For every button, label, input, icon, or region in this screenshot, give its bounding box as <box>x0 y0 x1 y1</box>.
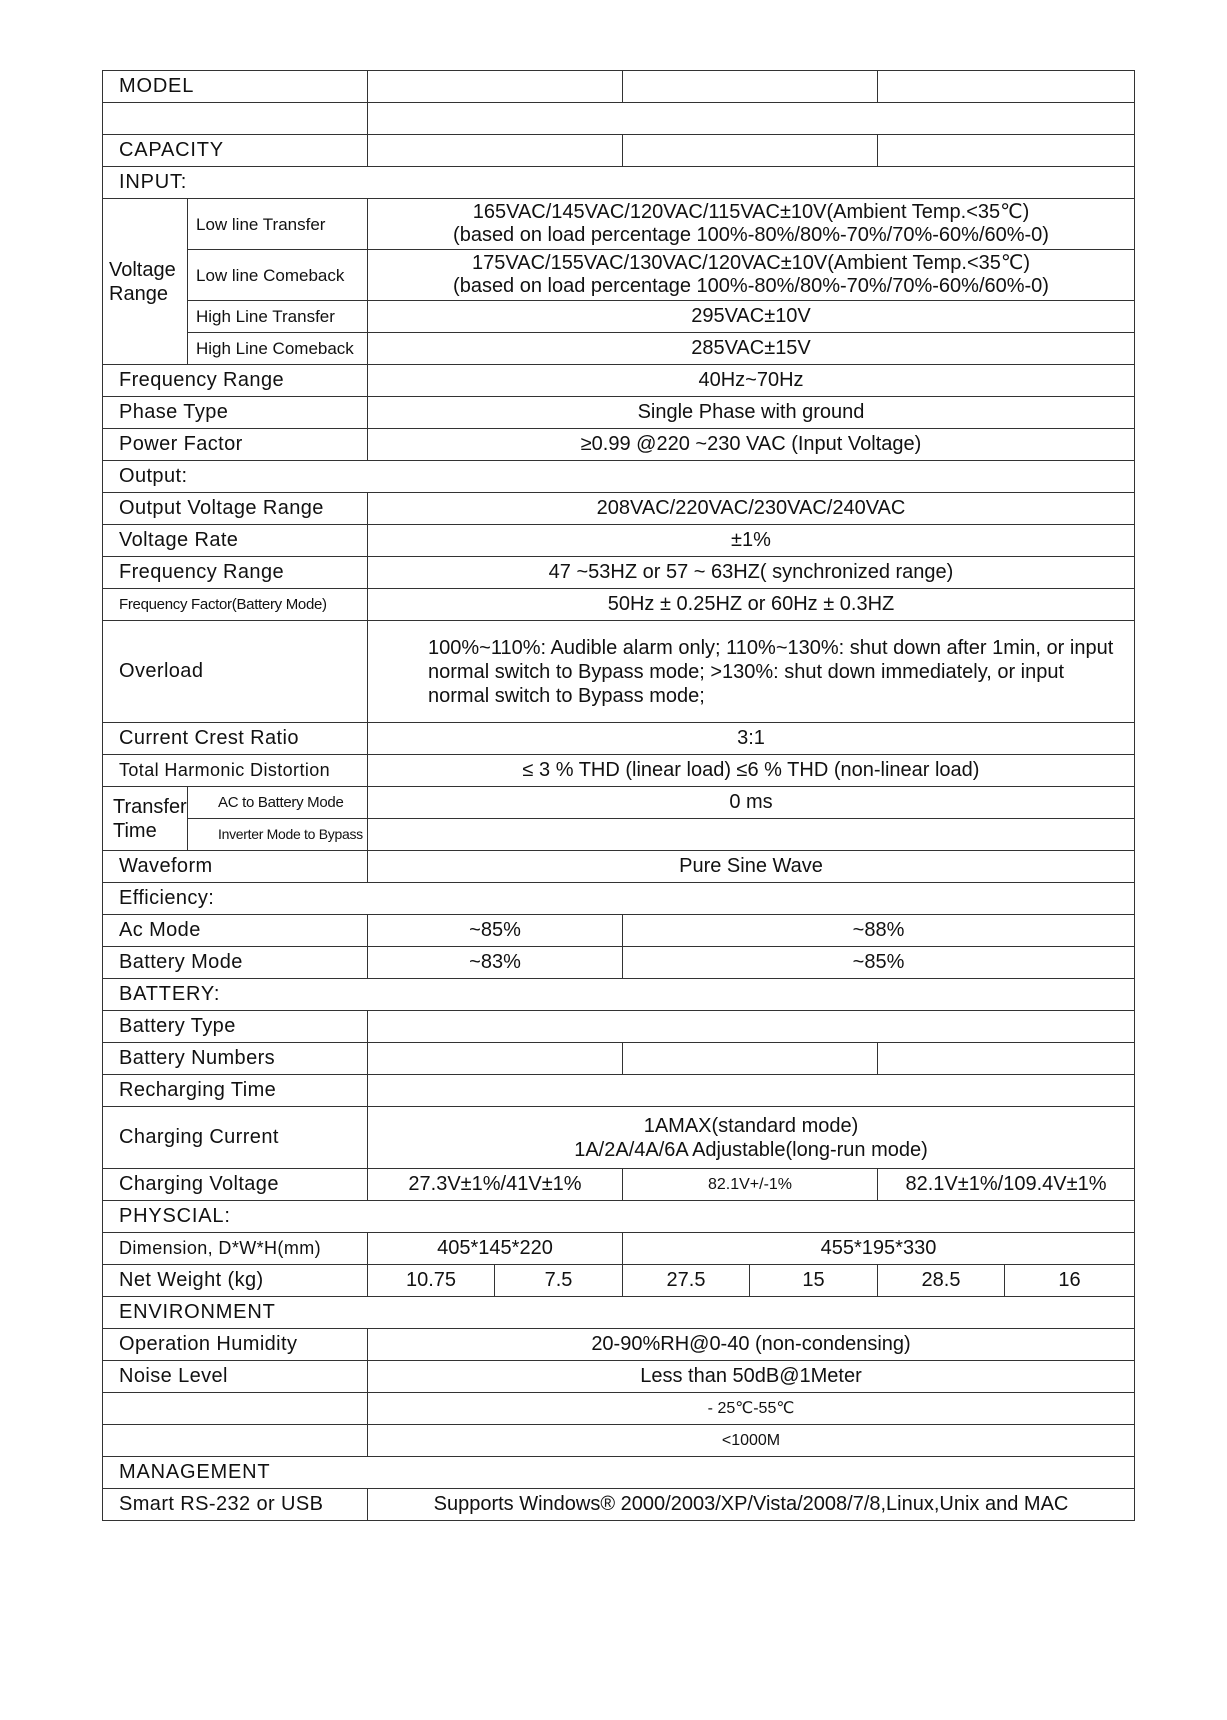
label-inverter-to-bypass: Inverter Mode to Bypass <box>188 819 368 851</box>
label-thd: Total Harmonic Distortion <box>103 755 368 787</box>
label-high-line-comeback: High Line Comeback <box>188 333 368 365</box>
label-voltage-range: Voltage Range <box>103 199 188 365</box>
label-net-weight: Net Weight (kg) <box>103 1265 368 1297</box>
row-waveform <box>103 851 1135 883</box>
value-waveform: Pure Sine Wave <box>368 851 1135 883</box>
section-input: INPUT: <box>103 167 1135 199</box>
value-net-weight-5: 28.5 <box>878 1265 1005 1297</box>
row-recharging-time <box>103 1075 1135 1107</box>
row-physical-header <box>103 1201 1135 1233</box>
value-charging-voltage-2: 82.1V+/-1% <box>623 1169 878 1201</box>
label-recharging-time: Recharging Time <box>103 1075 368 1107</box>
value-battery-type <box>368 1011 1135 1043</box>
capacity-cell-2 <box>623 135 878 167</box>
blank-label <box>103 103 368 135</box>
row-smart-rs232 <box>103 1489 1135 1521</box>
label-low-line-comeback: Low line Comeback <box>188 250 368 301</box>
row-altitude <box>103 1425 1135 1457</box>
low-line-comeback-line-1: 175VAC/155VAC/130VAC/120VAC±10V(Ambient Temp.<35℃) <box>472 252 1030 274</box>
row-ac-mode <box>103 915 1135 947</box>
value-battery-numbers-1 <box>368 1043 623 1075</box>
value-thd: ≤ 3 % THD (linear load) ≤6 % THD (non-linear load) <box>368 755 1135 787</box>
row-battery-numbers <box>103 1043 1135 1075</box>
value-battery-mode-1: ~83% <box>368 947 623 979</box>
label-operation-humidity: Operation Humidity <box>103 1329 368 1361</box>
spec-table <box>102 70 1135 1521</box>
row-input-header <box>103 167 1135 199</box>
value-charging-voltage-3: 82.1V±1%/109.4V±1% <box>878 1169 1135 1201</box>
label-frequency-factor: Frequency Factor(Battery Mode) <box>103 589 368 621</box>
label-temperature <box>103 1393 368 1425</box>
section-battery: BATTERY: <box>103 979 1135 1011</box>
row-dimension <box>103 1233 1135 1265</box>
value-recharging-time <box>368 1075 1135 1107</box>
value-battery-numbers-3 <box>878 1043 1135 1075</box>
value-charging-current <box>368 1107 1135 1169</box>
value-net-weight-2: 7.5 <box>495 1265 623 1297</box>
row-inverter-to-bypass <box>103 819 1135 851</box>
label-ac-mode: Ac Mode <box>103 915 368 947</box>
row-model <box>103 71 1135 103</box>
value-frequency-factor: 50Hz ± 0.25HZ or 60Hz ± 0.3HZ <box>368 589 1135 621</box>
row-operation-humidity <box>103 1329 1135 1361</box>
label-smart-rs232: Smart RS-232 or USB <box>103 1489 368 1521</box>
row-battery-type <box>103 1011 1135 1043</box>
value-noise-level: Less than 50dB@1Meter <box>368 1361 1135 1393</box>
row-low-line-transfer <box>103 199 1135 250</box>
capacity-cell-1 <box>368 135 623 167</box>
row-ac-to-battery <box>103 787 1135 819</box>
value-altitude: <1000M <box>368 1425 1135 1457</box>
row-charging-current <box>103 1107 1135 1169</box>
label-high-line-transfer: High Line Transfer <box>188 301 368 333</box>
capacity-cell-3 <box>878 135 1135 167</box>
label-battery-type: Battery Type <box>103 1011 368 1043</box>
label-dimension: Dimension, D*W*H(mm) <box>103 1233 368 1265</box>
value-battery-mode-2: ~85% <box>623 947 1135 979</box>
value-current-crest-ratio: 3:1 <box>368 723 1135 755</box>
label-noise-level: Noise Level <box>103 1361 368 1393</box>
row-current-crest-ratio <box>103 723 1135 755</box>
row-capacity <box>103 135 1135 167</box>
value-phase-type: Single Phase with ground <box>368 397 1135 429</box>
low-line-comeback-line-2: (based on load percentage 100%-80%/80%-70%/70%-60%/60%-0) <box>453 275 1049 297</box>
model-cell-3 <box>878 71 1135 103</box>
section-management: MANAGEMENT <box>103 1457 1135 1489</box>
row-voltage-rate <box>103 525 1135 557</box>
low-line-transfer-line-2: (based on load percentage 100%-80%/80%-70%/70%-60%/60%-0) <box>453 224 1049 246</box>
label-power-factor: Power Factor <box>103 429 368 461</box>
label-frequency-range-in: Frequency Range <box>103 365 368 397</box>
value-dimension-1: 405*145*220 <box>368 1233 623 1265</box>
row-frequency-range-out <box>103 557 1135 589</box>
section-efficiency: Efficiency: <box>103 883 1135 915</box>
value-frequency-range-in: 40Hz~70Hz <box>368 365 1135 397</box>
label-output-voltage-range: Output Voltage Range <box>103 493 368 525</box>
row-phase-type <box>103 397 1135 429</box>
section-physical: PHYSCIAL: <box>103 1201 1135 1233</box>
label-voltage-rate: Voltage Rate <box>103 525 368 557</box>
value-inverter-to-bypass <box>368 819 1135 851</box>
row-low-line-comeback <box>103 250 1135 301</box>
value-low-line-comeback <box>368 250 1135 301</box>
label-current-crest-ratio: Current Crest Ratio <box>103 723 368 755</box>
row-battery-header <box>103 979 1135 1011</box>
value-ac-to-battery: 0 ms <box>368 787 1135 819</box>
value-net-weight-1: 10.75 <box>368 1265 495 1297</box>
row-temperature <box>103 1393 1135 1425</box>
value-power-factor: ≥0.99 @220 ~230 VAC (Input Voltage) <box>368 429 1135 461</box>
value-ac-mode-2: ~88% <box>623 915 1135 947</box>
label-battery-numbers: Battery Numbers <box>103 1043 368 1075</box>
value-net-weight-4: 15 <box>750 1265 878 1297</box>
value-temperature: - 25℃-55℃ <box>368 1393 1135 1425</box>
label-altitude <box>103 1425 368 1457</box>
label-transfer-time: Transfer Time <box>103 787 188 851</box>
row-overload <box>103 621 1135 723</box>
label-waveform: Waveform <box>103 851 368 883</box>
value-voltage-rate: ±1% <box>368 525 1135 557</box>
row-frequency-range-in <box>103 365 1135 397</box>
row-charging-voltage <box>103 1169 1135 1201</box>
label-phase-type: Phase Type <box>103 397 368 429</box>
blank-value <box>368 103 1135 135</box>
label-capacity: CAPACITY <box>103 135 368 167</box>
row-noise-level <box>103 1361 1135 1393</box>
row-high-line-transfer <box>103 301 1135 333</box>
value-dimension-2: 455*195*330 <box>623 1233 1135 1265</box>
value-ac-mode-1: ~85% <box>368 915 623 947</box>
label-battery-mode: Battery Mode <box>103 947 368 979</box>
row-output-header <box>103 461 1135 493</box>
value-low-line-transfer <box>368 199 1135 250</box>
model-cell-1 <box>368 71 623 103</box>
section-environment: ENVIRONMENT <box>103 1297 1135 1329</box>
row-battery-mode <box>103 947 1135 979</box>
label-overload: Overload <box>103 621 368 723</box>
value-net-weight-3: 27.5 <box>623 1265 750 1297</box>
row-management-header <box>103 1457 1135 1489</box>
row-net-weight <box>103 1265 1135 1297</box>
label-frequency-range-out: Frequency Range <box>103 557 368 589</box>
value-smart-rs232: Supports Windows® 2000/2003/XP/Vista/2008/7/8,Linux,Unix and MAC <box>368 1489 1135 1521</box>
low-line-transfer-line-1: 165VAC/145VAC/120VAC/115VAC±10V(Ambient Temp.<35℃) <box>472 201 1030 223</box>
row-environment-header <box>103 1297 1135 1329</box>
value-high-line-comeback: 285VAC±15V <box>368 333 1135 365</box>
label-model: MODEL <box>103 71 368 103</box>
row-frequency-factor <box>103 589 1135 621</box>
section-output: Output: <box>103 461 1135 493</box>
label-charging-voltage: Charging Voltage <box>103 1169 368 1201</box>
value-net-weight-6: 16 <box>1005 1265 1135 1297</box>
value-charging-voltage-1: 27.3V±1%/41V±1% <box>368 1169 623 1201</box>
row-thd <box>103 755 1135 787</box>
charging-current-line-1: 1AMAX(standard mode) <box>643 1114 859 1137</box>
model-cell-2 <box>623 71 878 103</box>
row-blank <box>103 103 1135 135</box>
value-high-line-transfer: 295VAC±10V <box>368 301 1135 333</box>
row-power-factor <box>103 429 1135 461</box>
row-output-voltage-range <box>103 493 1135 525</box>
value-overload: 100%~110%: Audible alarm only; 110%~130%: shut down after 1min, or input normal switch to Bypass mode; >130%: shut down immediately, or input normal switch to Bypass mode; <box>368 621 1135 723</box>
value-battery-numbers-2 <box>623 1043 878 1075</box>
row-high-line-comeback <box>103 333 1135 365</box>
label-ac-to-battery: AC to Battery Mode <box>188 787 368 819</box>
value-frequency-range-out: 47 ~53HZ or 57 ~ 63HZ( synchronized range) <box>368 557 1135 589</box>
label-charging-current: Charging Current <box>103 1107 368 1169</box>
label-low-line-transfer: Low line Transfer <box>188 199 368 250</box>
row-efficiency-header <box>103 883 1135 915</box>
value-output-voltage-range: 208VAC/220VAC/230VAC/240VAC <box>368 493 1135 525</box>
charging-current-line-2: 1A/2A/4A/6A Adjustable(long-run mode) <box>574 1138 928 1161</box>
value-operation-humidity: 20-90%RH@0-40 (non-condensing) <box>368 1329 1135 1361</box>
